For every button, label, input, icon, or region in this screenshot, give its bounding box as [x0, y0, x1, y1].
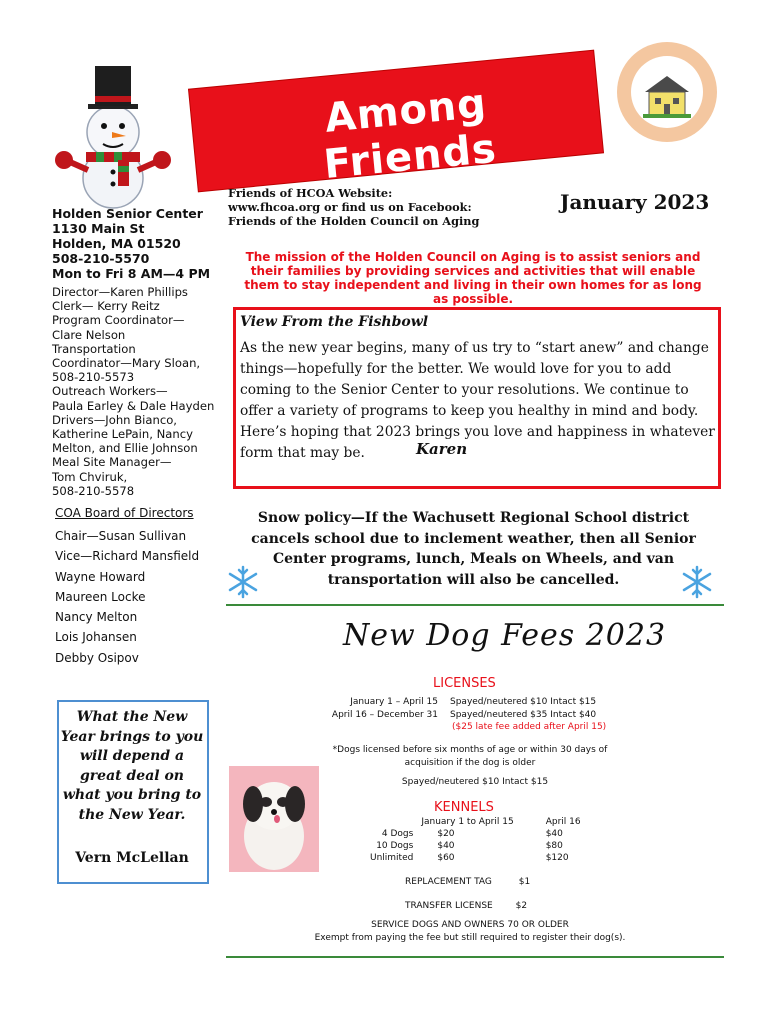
license-fee: Spayed/neutered $35 Intact $40 — [450, 710, 597, 720]
board-member: Vice—Richard Mansfield — [55, 549, 200, 564]
staff-line: Drivers—John Bianco, — [52, 412, 177, 427]
staff-line: 508-210-5578 — [52, 483, 135, 498]
staff-line: Paula Earley & Dale Hayden — [52, 398, 215, 413]
table-row — [370, 840, 589, 852]
snowflake-icon — [680, 565, 714, 599]
center-street: 1130 Main St — [52, 221, 145, 236]
replacement-tag-row — [405, 876, 530, 889]
website-line: Friends of HCOA Website: — [228, 186, 393, 200]
board-member: Maureen Locke — [55, 589, 146, 604]
staff-list — [52, 285, 217, 498]
table-cell — [370, 816, 421, 828]
quote-text: What the New Year brings to you will depend a great deal on what you bring to the New Year. — [60, 709, 204, 823]
website-info — [228, 186, 508, 228]
fishbowl-signature: Karen — [416, 440, 468, 458]
table-header: April 16 — [545, 817, 581, 827]
quote-author: Vern McLellan — [75, 850, 189, 866]
divider — [226, 604, 724, 606]
staff-line: Outreach Workers— — [52, 384, 168, 399]
table-cell: $40 — [437, 841, 455, 851]
table-row — [370, 828, 589, 840]
table-cell: $80 — [545, 841, 563, 851]
license-fees — [450, 696, 630, 722]
replacement-fee: $1 — [518, 877, 531, 887]
kennel-fee-table — [370, 816, 589, 864]
table-cell: $60 — [437, 853, 455, 863]
late-fee-note: ($25 late fee added after April 15) — [452, 722, 607, 732]
staff-line: Katherine LePain, Nancy — [52, 427, 193, 442]
staff-line: Program Coordinator— — [52, 313, 185, 328]
board-member: Nancy Melton — [55, 610, 138, 625]
fhcoa-logo — [615, 40, 720, 145]
staff-line: Melton, and Ellie Johnson — [52, 441, 198, 456]
center-name: Holden Senior Center — [52, 206, 203, 221]
staff-line: Clerk— Kerry Reitz — [52, 299, 160, 314]
divider — [226, 956, 724, 958]
website-line: Friends of the Holden Council on Aging — [228, 214, 480, 228]
table-row — [370, 852, 589, 864]
board-member: Lois Johansen — [55, 630, 137, 645]
staff-line: Meal Site Manager— — [52, 455, 172, 470]
fishbowl-title: View From the Fishbowl — [240, 314, 429, 330]
staff-line: Transportation — [52, 341, 136, 356]
licenses-heading: LICENSES — [433, 676, 496, 691]
website-line: www.fhcoa.org or find us on Facebook: — [228, 200, 472, 214]
board-member: Chair—Susan Sullivan — [55, 529, 187, 543]
transfer-license-row — [405, 900, 527, 913]
newsletter-title: Among Friends — [321, 80, 499, 189]
staff-line: Director—Karen Phillips — [52, 285, 188, 299]
staff-line: Tom Chviruk, — [52, 469, 128, 484]
table-cell: 4 Dogs — [381, 829, 414, 839]
service-dogs-note — [305, 919, 635, 945]
table-cell: 10 Dogs — [376, 841, 414, 851]
kennels-heading: KENNELS — [434, 800, 494, 815]
dog-fees-title: New Dog Fees 2023 — [343, 618, 667, 653]
table-cell: $120 — [545, 853, 569, 863]
transfer-label: TRANSFER LICENSE — [405, 901, 493, 911]
service-line: SERVICE DOGS AND OWNERS 70 OR OLDER — [371, 920, 569, 930]
center-hours: Mon to Fri 8 AM—4 PM — [52, 266, 211, 281]
table-cell: $20 — [437, 829, 455, 839]
dog-photo — [229, 766, 319, 872]
license-age-note: *Dogs licensed before six months of age or within 30 days of acquisition if the dog is older — [332, 745, 608, 768]
license-dates — [328, 696, 438, 722]
table-row — [370, 816, 589, 828]
mission-statement: The mission of the Holden Council on Aging is to assist seniors and their families by providing services and activities that will enable them to stay independent and living in their own homes for as long as possible. — [244, 250, 702, 306]
snowflake-icon — [226, 565, 260, 599]
center-phone: 508-210-5570 — [52, 251, 150, 266]
license-fee: Spayed/neutered $10 Intact $15 — [450, 697, 597, 707]
replacement-label: REPLACEMENT TAG — [405, 877, 492, 887]
center-city: Holden, MA 01520 — [52, 236, 181, 251]
board-member: Wayne Howard — [55, 569, 146, 584]
staff-line: Clare Nelson — [52, 327, 126, 342]
transfer-fee: $2 — [515, 901, 528, 911]
snow-policy: Snow policy—If the Wachusett Regional School district cancels school due to inclement weather, then all Senior Center programs, lunch, Meals on Wheels, and van transportation will also be cancelled. — [251, 510, 696, 588]
license-note-fees: Spayed/neutered $10 Intact $15 — [401, 777, 549, 787]
table-cell: Unlimited — [370, 853, 414, 863]
staff-line: Coordinator—Mary Sloan, — [52, 356, 201, 371]
snowman-illustration — [48, 60, 178, 210]
table-cell: $40 — [545, 829, 563, 839]
fishbowl-body: As the new year begins, many of us try to “start anew” and change things—hopefully for the better. We would love for you to add coming to the Senior Center to your resolutions. We continue to offer a variety of programs to keep you healthy in mind and body. Here’s hoping that 2023 brings you love and happiness in whatever form that may be. — [240, 340, 715, 461]
board-heading: COA Board of Directors — [55, 506, 194, 520]
service-line: Exempt from paying the fee but still required to register their dog(s). — [314, 933, 626, 943]
board-of-directors — [55, 506, 215, 668]
license-date: April 16 – December 31 — [331, 710, 438, 720]
table-header: January 1 to April 15 — [421, 817, 514, 827]
center-contact-info — [52, 206, 222, 281]
board-member: Debby Osipov — [55, 650, 139, 665]
issue-date: January 2023 — [560, 190, 710, 214]
staff-line: 508-210-5573 — [52, 370, 135, 385]
license-date: January 1 – April 15 — [350, 697, 438, 707]
